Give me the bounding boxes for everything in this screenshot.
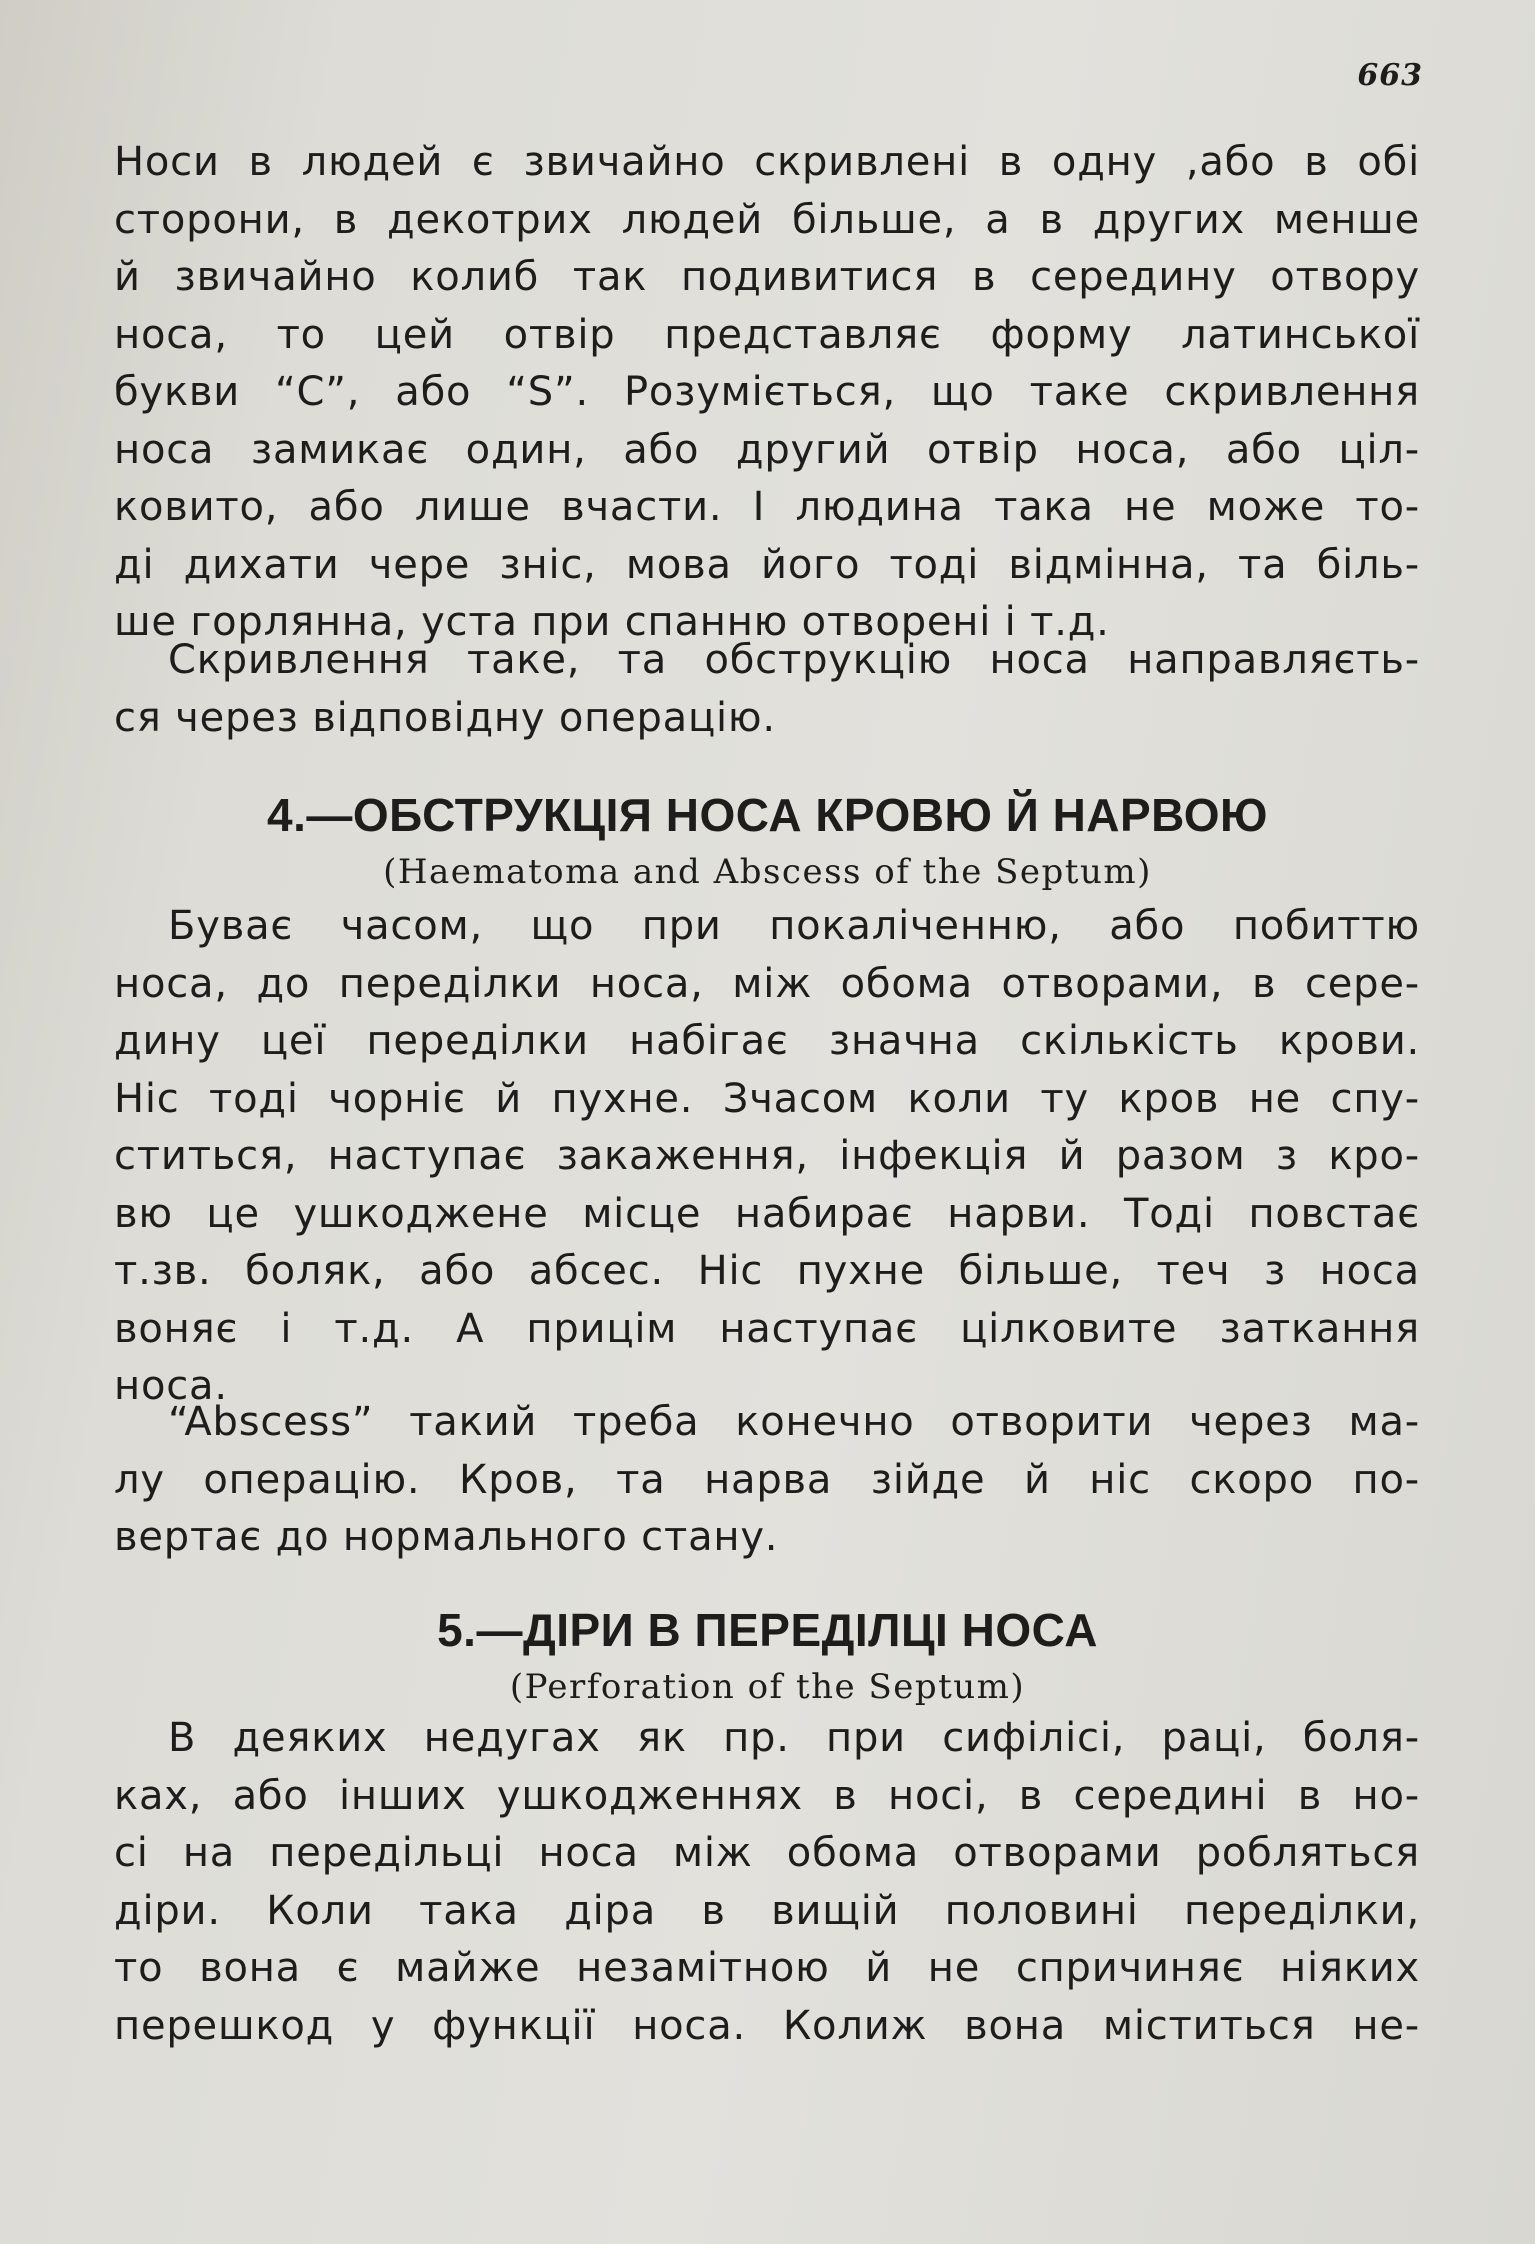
text-line: й звичайно колиб так подивитися в середину отвору bbox=[114, 254, 1420, 300]
text-line: “Abscess” такий треба конечно отворити через ма- bbox=[168, 1399, 1420, 1445]
text-line: Ніс тоді чорніє й пухне. Зчасом коли ту кров не спу- bbox=[114, 1075, 1420, 1122]
text-line: Носи в людей є звичайно скривлені в одну ,або в обі bbox=[114, 139, 1420, 185]
text-line: Буває часом, що при покаліченню, або побиттю bbox=[168, 903, 1420, 949]
text-line: вертає до нормального стану. bbox=[114, 1514, 779, 1560]
text-line: вю це ушкоджене місце набирає нарви. Тоді повстає bbox=[114, 1190, 1420, 1237]
text-line: носа замикає один, або другий отвір носа, або ціл- bbox=[114, 426, 1420, 473]
intro-paragraph-2 bbox=[114, 632, 1420, 747]
text-line: діри. Коли така діра в вищій половині переділки, bbox=[114, 1887, 1420, 1934]
text-line: носа, то цей отвір представляє форму латинської bbox=[114, 311, 1420, 358]
section-4-heading: 4.—ОБСТРУКЦІЯ НОСА КРОВЮ Й НАРВОЮ bbox=[267, 789, 1268, 841]
text-line: носа. bbox=[114, 1363, 228, 1409]
section-5-subheading: (Perforation of the Septum) bbox=[509, 1667, 1026, 1707]
text-line: Скривлення таке, та обструкцію носа направляєть- bbox=[168, 637, 1420, 683]
text-line: сторони, в декотрих людей більше, а в других менше bbox=[114, 196, 1420, 243]
text-line: ше горлянна, уста при спанню отворені і т.д. bbox=[114, 599, 1110, 645]
text-line: ковито, або лише вчасти. І людина така не може то- bbox=[114, 484, 1420, 530]
section-4-subheading: (Haematoma and Abscess of the Septum) bbox=[383, 852, 1152, 892]
text-line: ді дихати чере зніс, мова його тоді відмінна, та біль- bbox=[114, 541, 1420, 588]
text-line: ститься, наступає закаження, інфекція й разом з кро- bbox=[114, 1133, 1420, 1179]
text-line: дину цеї переділки набігає значна скількість крови. bbox=[114, 1018, 1420, 1064]
text-line: т.зв. боляк, або абсес. Ніс пухне більше, теч з носа bbox=[114, 1248, 1420, 1294]
page-number: 663 bbox=[1357, 58, 1423, 93]
text-line: носа, до переділки носа, між обома отворами, в сере- bbox=[114, 960, 1420, 1007]
text-line: букви “С”, або “S”. Розуміється, що таке скривлення bbox=[114, 369, 1420, 415]
text-line: сі на передільці носа між обома отворами робляться bbox=[114, 1830, 1420, 1876]
intro-paragraph-1 bbox=[114, 134, 1420, 652]
section-4-paragraph-2 bbox=[114, 1394, 1420, 1567]
section-5-heading: 5.—ДІРИ В ПЕРЕДІЛЦІ НОСА bbox=[437, 1604, 1098, 1656]
text-line: лу операцію. Кров, та нарва зійде й ніс скоро по- bbox=[114, 1456, 1420, 1503]
text-line: перешкод у функції носа. Колиж вона міститься не- bbox=[114, 2002, 1420, 2049]
text-line: то вона є майже незамітною й не спричиняє ніяких bbox=[114, 1945, 1420, 1991]
text-line: воняє і т.д. А прицім наступає цілковите заткання bbox=[114, 1305, 1420, 1352]
text-line: ся через відповідну операцію. bbox=[114, 694, 776, 741]
text-line: ках, або інших ушкодженнях в носі, в середині в но- bbox=[114, 1772, 1420, 1819]
section-4-paragraph-1 bbox=[114, 898, 1420, 1416]
text-line: В деяких недугах як пр. при сифілісі, раці, боля- bbox=[168, 1715, 1420, 1761]
section-5-paragraph-1 bbox=[114, 1710, 1420, 2055]
